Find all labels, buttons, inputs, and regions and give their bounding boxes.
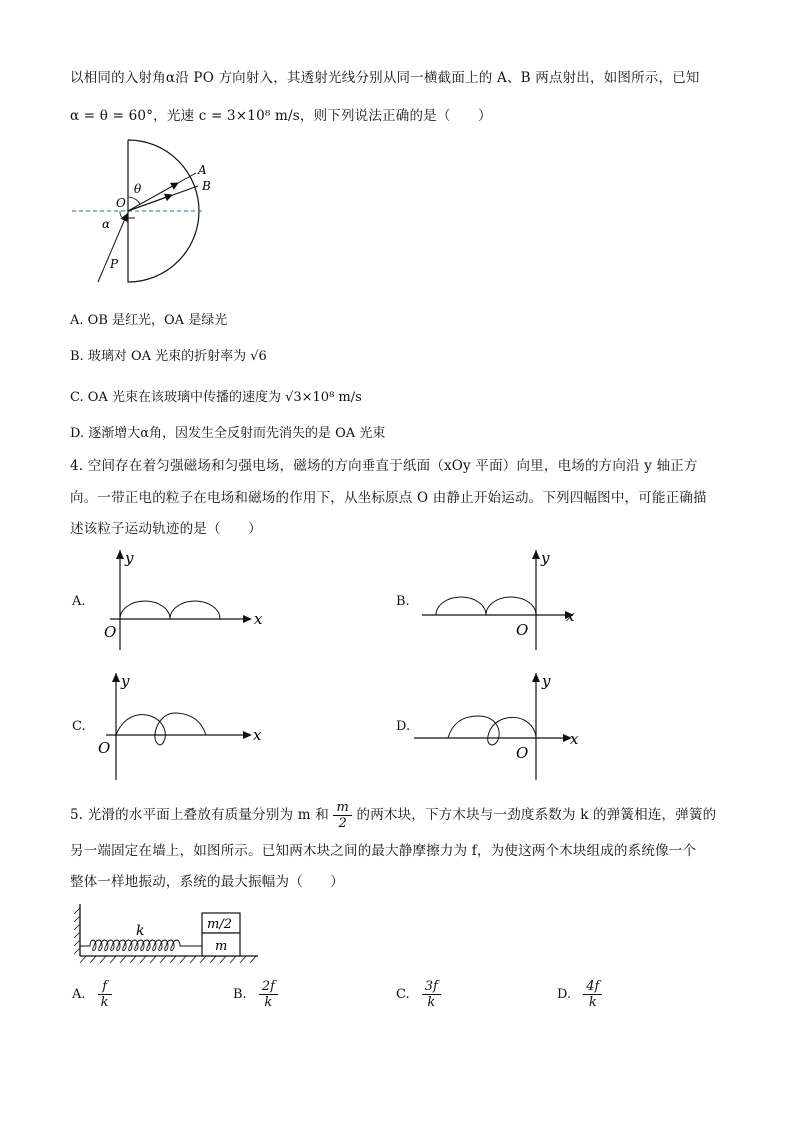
q5-option-b [233,979,278,1010]
option-fraction [98,979,112,1010]
fraction-numerator: f [98,979,112,995]
q5-option-d [557,979,602,1010]
q4-graph-d [412,668,587,783]
q4-graph-c [96,668,271,783]
q4-graph-c-letter: C. [72,719,86,734]
q4-stem-line-3: 述该粒子运动轨迹的是（ ） [70,521,262,537]
point-p-label: P [110,257,119,271]
x-axis-label: x [254,610,263,628]
x-axis-label: x [566,607,575,625]
q3-option-b [70,345,267,364]
option-letter: B. [70,349,84,364]
q5-spring-block-figure [72,900,262,966]
alpha-label: α [102,217,111,231]
q4-graph-a-letter: A. [72,594,86,609]
point-b-label: B [202,179,211,193]
option-letter: C. [70,390,84,405]
option-letter: A. [72,987,86,1002]
x-axis-label: x [570,730,579,748]
q3-option-a [70,309,227,328]
q3-semicircle-refraction-figure [70,136,220,286]
fraction-denominator: k [100,995,109,1010]
y-axis-label: y [542,672,551,690]
option-text: 逐渐增大α角，因发生全反射而先消失的是 OA 光束 [88,426,386,441]
option-letter: D. [557,987,572,1002]
q4-stem-line-1: 4. 空间存在着匀强磁场和匀强电场，磁场的方向垂直于纸面（xOy 平面）向里，电场的方向沿 y 轴正方 [70,458,698,474]
q5-stem-part-1: 5. 光滑的水平面上叠放有质量分别为 m 和 [70,807,329,823]
q5-option-c [396,979,441,1010]
y-axis-label: y [541,549,550,567]
q3-option-c [70,386,362,405]
q5-stem-line-3: 整体一样地振动，系统的最大振幅为（ ） [70,874,344,890]
fraction-numerator: m [333,800,352,816]
point-a-label: A [198,163,207,177]
q3-option-d [70,422,385,441]
y-axis-label: y [125,549,134,567]
fraction-denominator: k [427,995,436,1010]
theta-label: θ [134,182,142,196]
q5-stem-part-2: 的两木块，下方木块与一劲度系数为 k 的弹簧相连，弹簧的 [356,807,717,823]
option-text: OA 光束在该玻璃中传播的速度为 √3×10⁸ m/s [87,390,362,405]
point-o-label: O [116,196,126,210]
origin-label: O [98,739,111,757]
origin-label: O [516,744,529,762]
x-axis-label: x [253,726,262,744]
fraction-denominator: k [264,995,273,1010]
fraction-denominator: 2 [338,816,347,831]
option-text: 玻璃对 OA 光束的折射率为 √6 [87,349,267,364]
bottom-block-label: m [215,939,228,954]
q5-stem-line-2: 另一端固定在墙上，如图所示。已知两木块之间的最大静摩擦力为 f，为使这两个木块组成的系统像一个 [70,843,697,859]
q5-stem-line-1 [70,800,716,831]
fraction-numerator: 2f [259,979,278,995]
q4-stem-line-2: 向。一带正电的粒子在电场和磁场的作用下，从坐标原点 O 由静止开始运动。下列四幅图中，可能正确描 [70,490,707,506]
option-fraction [583,979,602,1010]
fraction-denominator: k [588,995,597,1010]
mass-fraction [333,800,352,831]
option-letter: C. [396,987,410,1002]
q4-graph-d-letter: D. [396,719,411,734]
origin-label: O [516,621,529,639]
top-block-label: m/2 [207,917,232,932]
option-letter: D. [70,426,85,441]
q3-stem-line-2: α = θ = 60°，光速 c = 3×10⁸ m/s，则下列说法正确的是（ ） [70,108,492,124]
q4-graph-b-letter: B. [396,594,410,609]
q4-graph-a [100,545,270,655]
y-axis-label: y [121,672,130,690]
fraction-numerator: 3f [422,979,441,995]
fraction-numerator: 4f [583,979,602,995]
option-fraction [422,979,441,1010]
q5-option-a [72,979,112,1010]
option-letter: B. [233,987,247,1002]
q3-stem-line-1: 以相同的入射角α沿 PO 方向射入，其透射光线分别从同一横截面上的 A、B 两点射出，如图所示，已知 [70,70,700,86]
spring-constant-label: k [136,923,145,939]
option-fraction [259,979,278,1010]
origin-label: O [104,623,117,641]
option-letter: A. [70,313,84,328]
q4-graph-b [420,545,590,655]
option-text: OB 是红光，OA 是绿光 [87,313,228,328]
